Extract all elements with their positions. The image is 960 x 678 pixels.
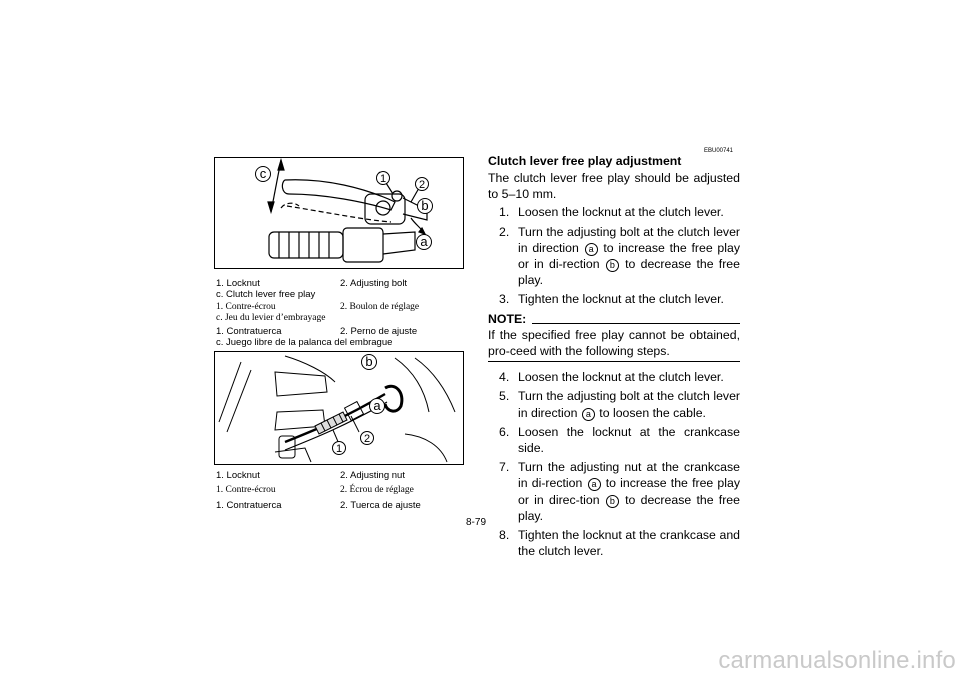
step-number: 3. <box>499 292 510 307</box>
label-1: 1 <box>379 173 387 185</box>
caption-es-2: 2. Tuerca de ajuste <box>340 500 421 511</box>
label-b: b <box>365 354 373 369</box>
step-text: to decrease the free play. <box>518 492 740 523</box>
crankcase-adjuster-illustration <box>215 352 463 464</box>
figure1-caption <box>216 278 466 348</box>
step-text: to increase the free play or in direc-tion <box>518 476 740 507</box>
clutch-lever-illustration <box>215 158 463 268</box>
caption-en-1: 1. Locknut <box>216 278 260 289</box>
caption-es-c: c. Juego libre de la palanca del embrague <box>216 337 393 348</box>
label-2: 2 <box>418 179 426 191</box>
step-item <box>488 527 740 559</box>
step-number: 8. <box>499 528 510 543</box>
direction-marker: b <box>606 495 619 508</box>
step-text: Tighten the locknut at the clutch lever. <box>518 292 724 307</box>
step-number: 1. <box>499 205 510 220</box>
step-text: Loosen the locknut at the clutch lever. <box>518 370 724 385</box>
step-number: 2. <box>499 224 510 239</box>
direction-marker: b <box>606 259 619 272</box>
figure2-caption <box>216 470 466 511</box>
caption-fr-2: 2. Boulon de réglage <box>340 302 420 312</box>
step-text: to decrease the free play. <box>518 257 740 288</box>
step-item <box>488 388 740 420</box>
step-item <box>488 459 740 524</box>
step-number: 7. <box>499 460 510 475</box>
step-item <box>488 204 740 220</box>
page-number: 8-79 <box>466 517 487 528</box>
step-number: 6. <box>499 424 510 439</box>
section-code: EBU00741 <box>704 148 734 154</box>
step-number: 5. <box>499 389 510 404</box>
step-text: Loosen the locknut at the crankcase side. <box>518 424 740 456</box>
note-end-rule <box>488 361 740 362</box>
step-item <box>488 369 740 385</box>
instruction-column <box>488 170 740 562</box>
label-b: b <box>421 198 429 213</box>
caption-en-1: 1. Locknut <box>216 470 260 481</box>
note-text: If the specified free play cannot be obtained, pro-ceed with the following steps. <box>488 327 740 359</box>
caption-en-c: c. Clutch lever free play <box>216 289 316 300</box>
label-a: a <box>373 398 381 413</box>
caption-en-2: 2. Adjusting nut <box>340 470 405 481</box>
step-text: to loosen the cable. <box>595 405 706 420</box>
step-text: Tighten the locknut at the crankcase and the clutch lever. <box>518 528 740 559</box>
note-rule <box>532 323 740 324</box>
intro-paragraph: The clutch lever free play should be adjusted to 5–10 mm. <box>488 171 740 202</box>
figure-crankcase-adjuster <box>214 351 464 465</box>
direction-marker: a <box>585 243 598 256</box>
step-item <box>488 291 740 307</box>
caption-fr-1: 1. Contre-écrou <box>216 485 276 495</box>
step-text: Loosen the locknut at the clutch lever. <box>518 205 724 220</box>
step-text: Turn the adjusting bolt at the clutch lever in direction <box>518 389 740 420</box>
label-2: 2 <box>363 433 371 445</box>
step-text: to increase the free play or in di-rection <box>518 240 740 272</box>
caption-es-2: 2. Perno de ajuste <box>340 326 418 337</box>
steps-list-a <box>488 204 740 307</box>
label-c: c <box>259 166 267 181</box>
step-text: Turn the adjusting nut at the crankcase in di-rection <box>518 460 740 491</box>
direction-marker: a <box>588 478 601 491</box>
note-label: NOTE: <box>488 311 527 326</box>
note-header <box>488 311 740 327</box>
caption-fr-1: 1. Contre-écrou <box>216 302 276 312</box>
label-a: a <box>420 234 428 249</box>
caption-en-2: 2. Adjusting bolt <box>340 278 408 289</box>
step-item <box>488 224 740 289</box>
caption-fr-c: c. Jeu du levier d’embrayage <box>216 313 326 323</box>
caption-es-1: 1. Contratuerca <box>216 326 282 337</box>
watermark: carmanualsonline.info <box>718 647 956 674</box>
caption-fr-2: 2. Écrou de réglage <box>340 485 414 495</box>
direction-marker: a <box>582 408 595 421</box>
figure-clutch-lever <box>214 157 464 269</box>
step-item <box>488 424 740 456</box>
section-heading: Clutch lever free play adjustment <box>488 154 682 168</box>
step-number: 4. <box>499 370 510 385</box>
steps-list-b <box>488 369 740 559</box>
step-text: Turn the adjusting bolt at the clutch lever in direction <box>518 224 740 255</box>
label-1: 1 <box>335 443 343 455</box>
caption-es-1: 1. Contratuerca <box>216 500 282 511</box>
